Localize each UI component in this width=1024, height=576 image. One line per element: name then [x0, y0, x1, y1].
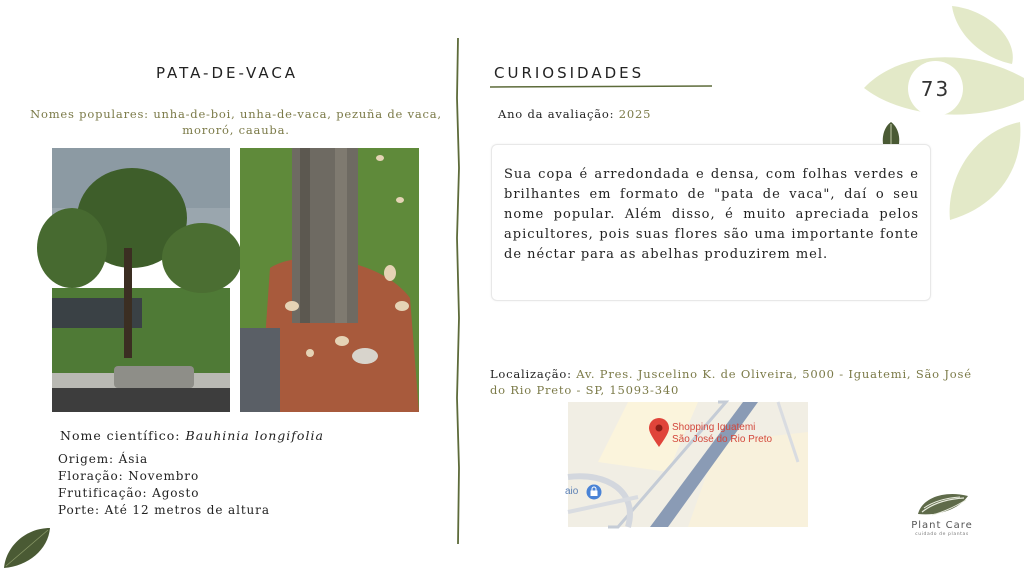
fruiting-text: Frutificação: Agosto [58, 486, 200, 500]
tree-photo [52, 148, 230, 412]
map-edge-label: aio [565, 486, 579, 497]
flowering-text: Floração: Novembro [58, 469, 200, 483]
bottom-leaf-icon [0, 524, 52, 570]
size-text: Porte: Até 12 metros de altura [58, 503, 270, 517]
scientific-name [60, 428, 324, 443]
location [490, 366, 978, 398]
title-underline [490, 84, 712, 90]
map-place-line1: Shopping Iguatemi [672, 422, 756, 433]
location-map[interactable] [565, 402, 808, 527]
leaf-bottom-shape [950, 122, 1021, 220]
vertical-divider [452, 38, 464, 544]
origin-text: Origem: Ásia [58, 452, 149, 466]
plant-care-logo-icon [914, 488, 970, 518]
map-place-line2: São José do Rio Preto [672, 434, 773, 445]
map-place-label [672, 422, 772, 446]
popular-names-label: Nomes populares: [30, 107, 149, 121]
plant-title: PATA-DE-VACA [155, 64, 299, 82]
plant-info [58, 451, 270, 519]
popular-names [30, 106, 442, 138]
trunk-photo [240, 148, 419, 412]
logo-tagline: cuidado de plantas [915, 532, 969, 537]
location-value: Av. Pres. Juscelino K. de Oliveira, 5000 - Iguatemi, São José do Rio Preto - SP, 15093-340 [490, 367, 972, 397]
page-number: 73 [908, 61, 963, 116]
description-text: Sua copa é arredondada e densa, com folhas verdes e brilhantes em formato de "pata de vaca", daí o seu nome popular. Além disso, é muito apreciada pelos apicultores, pois suas flores são uma importante fonte de néctar para as abelhas produzirem mel. [504, 167, 919, 262]
popular-names-value: unha-de-boi, unha-de-vaca, pezuña de vaca, mororó, caauba. [153, 107, 442, 137]
location-label: Localização: [490, 367, 572, 381]
year-label: Ano da avaliação: [498, 107, 615, 121]
scientific-value: Bauhinia longifolia [185, 428, 324, 443]
logo-name: Plant Care [911, 520, 973, 531]
shopping-bag-icon [586, 484, 602, 500]
scientific-label: Nome científico: [60, 428, 181, 443]
year-value: 2025 [618, 107, 652, 121]
evaluation-year [498, 106, 651, 122]
leaf-top-shape [952, 6, 1013, 64]
map-pin-icon[interactable] [648, 418, 670, 448]
description-card [491, 144, 931, 301]
curiosities-title: CURIOSIDADES [494, 64, 645, 82]
